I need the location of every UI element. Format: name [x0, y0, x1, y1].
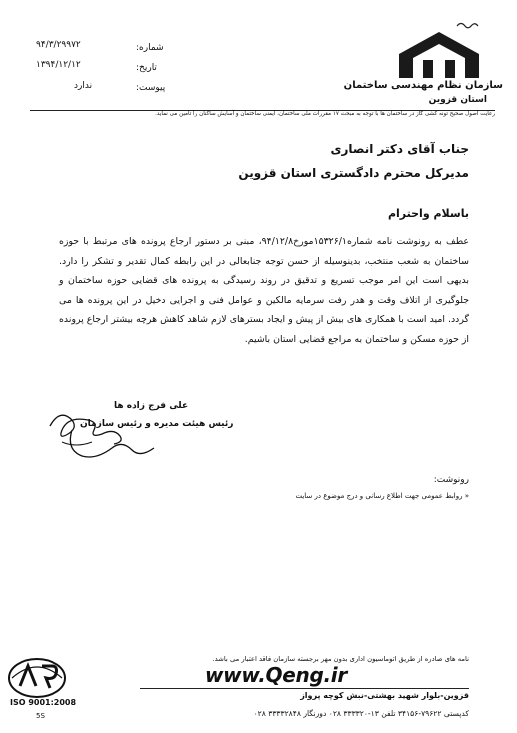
header-slogan: رعایت اصول صحیح تونه کشی گاز در ساختمان ها با توجه به مبحث ۱۷ مقررات ملی ساختمان، ایمنی ساختمان و آسایش ساکنان را تامین می نماید. — [155, 111, 495, 117]
greeting: باسلام واحترام — [387, 207, 469, 220]
footer-divider — [140, 688, 469, 689]
signatory-title: رئیس هیئت مدیره و رئیس سازمان — [80, 419, 234, 429]
footer-validity-note: نامه های صادره از طریق اتوماسیون اداری بدون مهر برجسته سازمان فاقد اعتبار می باشد. — [212, 655, 469, 663]
letter-date-label: تاریخ: — [136, 63, 157, 73]
copies-label: رونوشت: — [433, 475, 469, 485]
letter-body: عطف به رونوشت نامه شماره۱۵۳۲۶/۱مورخ۹۴/۱۲/۸، مبنی بر دستور ارجاع پرونده های مرتبط با حوزه ساختمان به شعب منتخب، بدینوسیله از حسن توجه جنابعالی در این رابطه کمال تقدیر و تشکر را دارد. بدیهی است این امر موجب تسریع و تدقیق در روند رسیدگی به پرونده های قضایی حوزه ساختمان و جلوگیری از اتلاف وقت و هدر رفت سرمایه مالکین و عوامل فنی و اجرایی دخیل در این پرونده ها می گردد. امید است با همکاری های بیش از پیش و ایجاد بسترهای لازم شاهد کاهش هرچه بیشتر ارجاع پرونده از حوزه مسکن و ساختمان به مراجع قضایی استان باشیم. — [59, 236, 469, 345]
letter-number-value: ۹۴/۳/۲۹۹۷۲ — [36, 40, 81, 50]
addressee-title: مدیرکل محترم دادگستری استان قزوین — [238, 166, 469, 180]
footer-website: www.Qeng.ir — [205, 663, 347, 687]
iso-5s-label: 5S — [36, 712, 45, 720]
iso-certification: ISO 9001:2008 — [10, 698, 77, 707]
organization-name: سازمان نظام مهندسی ساختمان — [343, 80, 503, 91]
letter-date-value: ۱۳۹۴/۱۲/۱۲ — [36, 60, 81, 70]
signatory-name: علی فرج زاده ها — [114, 401, 189, 411]
certification-logo-icon — [6, 656, 68, 700]
addressee-name: جناب آقای دکتر انصاری — [330, 142, 469, 156]
letter-attachment-label: پیوست: — [136, 83, 166, 93]
footer-address: قزوین-بلوار شهید بهشتی-نبش کوچه پرواز — [300, 691, 469, 700]
letter-number-label: شماره: — [136, 43, 164, 53]
copies-item: « روابط عمومی جهت اطلاع رسانی و درج موضوع در سایت — [295, 492, 469, 500]
letter-attachment-value: ندارد — [74, 81, 93, 91]
footer-phones: کدپستی ۷۹۶۲۲-۳۴۱۵۶ تلفن ۱۳-۳۳۳۳۲۰ ۰۲۸ دورنگار ۳۳۳۳۲۸۴۸ ۰۲۸ — [253, 709, 469, 718]
organization-province: استان قزوین — [428, 95, 487, 105]
